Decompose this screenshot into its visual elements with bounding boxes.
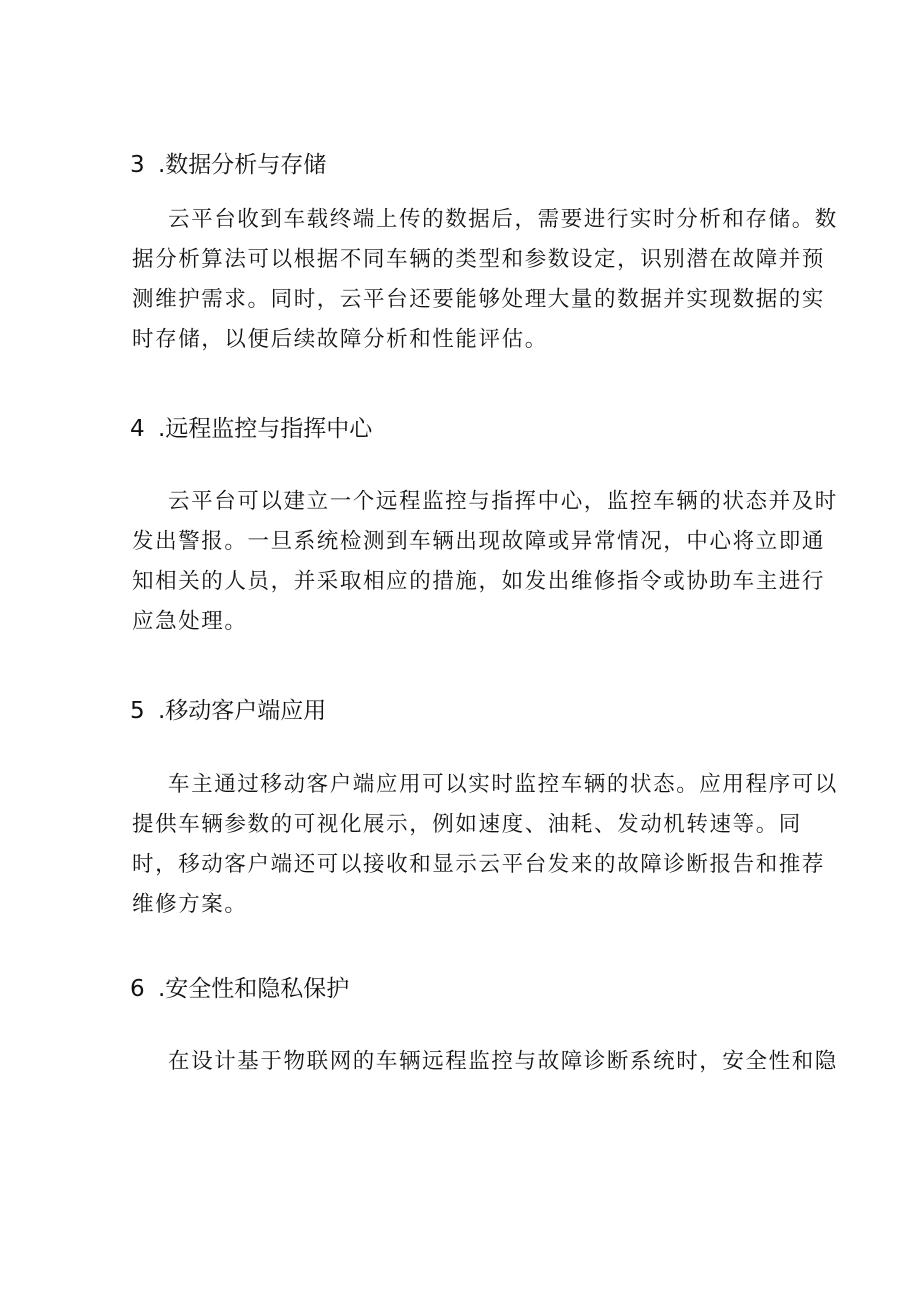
section-title: .移动客户端应用: [158, 698, 327, 724]
paragraph-line: 测维护需求。同时，云平台还要能够处理大量的数据并实现数据的实: [132, 287, 826, 312]
section-heading: [130, 974, 349, 1004]
paragraph-line: 应急处理。: [132, 609, 248, 634]
paragraph-line: 车主通过移动客户端应用可以实时监控车辆的状态。应用程序可以: [168, 772, 838, 797]
paragraph-line: 时存储，以便后续故障分析和性能评估。: [132, 327, 548, 352]
paragraph-line: 提供车辆参数的可视化展示，例如速度、油耗、发动机转速等。同: [132, 812, 802, 837]
section-number: 5: [130, 698, 145, 724]
section-heading: [130, 150, 326, 180]
section-paragraph: [132, 765, 838, 925]
paragraph-line: 维修方案。: [132, 892, 248, 917]
section-title: .远程监控与指挥中心: [158, 416, 373, 442]
section-paragraph: [132, 200, 838, 360]
section-title: .安全性和隐私保护: [158, 976, 350, 1002]
paragraph-line: 在设计基于物联网的车辆远程监控与故障诊断系统时，安全性和隐: [168, 1049, 838, 1074]
paragraph-line: 时，移动客户端还可以接收和显示云平台发来的故障诊断报告和推荐: [132, 852, 826, 877]
paragraph-line: 知相关的人员，并采取相应的措施，如发出维修指令或协助车主进行: [132, 569, 826, 594]
section-paragraph: [132, 1042, 838, 1082]
paragraph-line: 据分析算法可以根据不同车辆的类型和参数设定，识别潜在故障并预: [132, 247, 826, 272]
section-heading: [130, 414, 372, 444]
section-title: .数据分析与存储: [158, 152, 327, 178]
section-paragraph: [132, 482, 838, 642]
section-number: 3: [130, 152, 145, 178]
paragraph-line: 发出警报。一旦系统检测到车辆出现故障或异常情况，中心将立即通: [132, 529, 826, 554]
section-heading: [130, 696, 326, 726]
paragraph-line: 云平台收到车载终端上传的数据后，需要进行实时分析和存储。数: [168, 207, 838, 232]
paragraph-line: 云平台可以建立一个远程监控与指挥中心，监控车辆的状态并及时: [168, 489, 838, 514]
section-number: 4: [130, 416, 145, 442]
section-number: 6: [130, 976, 145, 1002]
